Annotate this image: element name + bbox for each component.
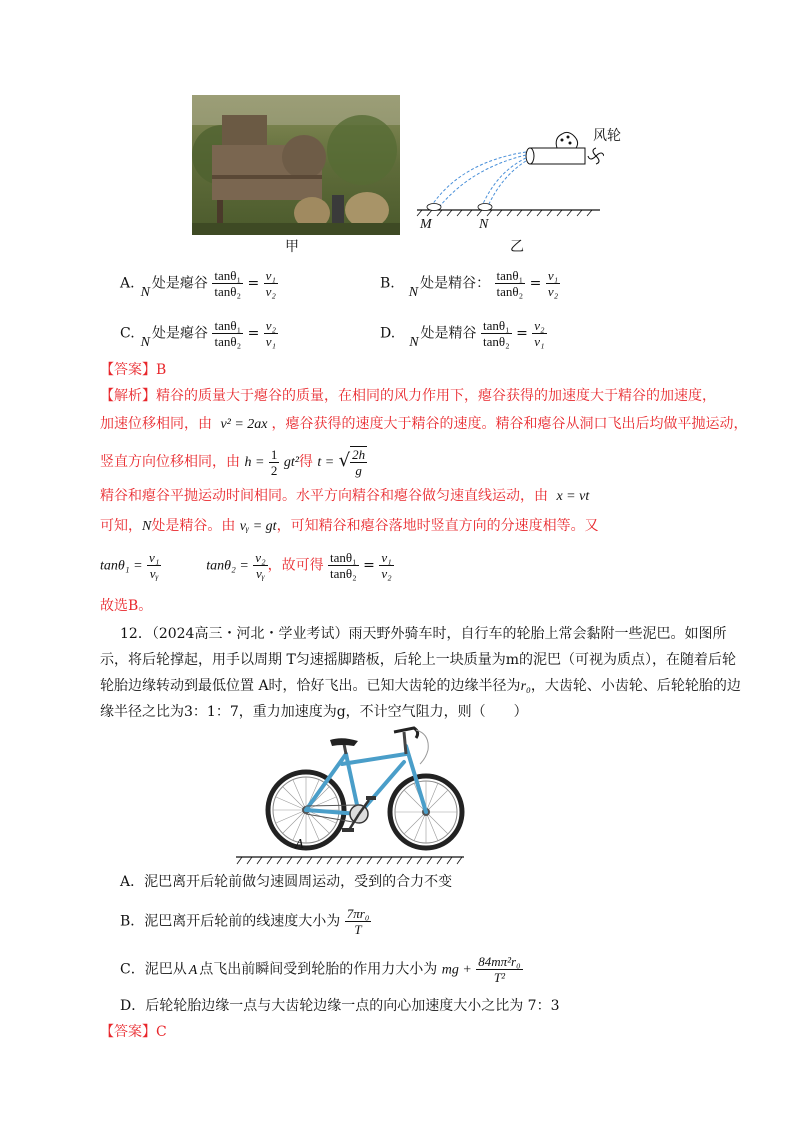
q11-analysis-line2: 加速位移相同，由 v² = 2ax ，瘪谷获得的速度大于精谷的速度。精谷和瘪谷从洞口飞出后均做平抛运动， [100,416,748,432]
figure-jia-caption: 甲 [285,239,299,255]
q11-option-d: D.N处是精谷 $\frac{\text{tanθ₁}}{\text{tanθ₂}}$ = $\frac{\text{v₂}}{\text{v₁}}$ [380,318,545,350]
q11-conclusion: 故选B。 [100,598,153,614]
q11-option-a: A.N处是瘪谷 $\frac{\text{tanθ₁}}{\text{tanθ₂}}$ = $\frac{\text{v₁}}{\text{v₂}}$ [120,268,276,300]
figure-yi-diagram [412,120,604,235]
q12-option-a: A．泥巴离开后轮前做匀速圆周运动，受到的合力不变 [120,874,453,890]
fan-label: 风轮 [593,128,621,144]
q12-stem-line1: 12．（2024高三・河北・学业考试）雨天野外骑车时，自行车的轮胎上常会黏附一些泥巴。如图所 [120,626,727,642]
figure-jia-photo [192,95,400,235]
q12-option-d: D．后轮轮胎边缘一点与大齿轮边缘一点的向心加速度大小之比为 7：3 [120,998,560,1014]
q11-analysis-line3: 竖直方向位移相同，由 h = $\frac{1}{2}$ gt²得 t = √ $\frac{2h}{g}$ [100,446,366,478]
q12-stem-line4: 缘半径之比为3：1：7，重力加速度为g，不计空气阻力，则（ ） [100,704,528,720]
bicycle-figure [234,722,466,868]
q12-stem-line3: 轮胎边缘转动到最低位置 A时，恰好飞出。已知大齿轮的边缘半径为r₀，大齿轮、小齿轮、后轮轮胎的边 [100,678,741,694]
q12-answer: 【答案】C [100,1024,167,1040]
q12-option-b: B．泥巴离开后轮前的线速度大小为 $\frac{\text{7πr₀}}{T}$ [120,906,370,937]
q11-answer: 【答案】B [100,362,167,378]
q12-option-c: C．泥巴从 A 点飞出前瞬间受到轮胎的作用力大小为 mg + $\frac{\text{84mπ²r₀}}{\text{T²}}$ [120,954,521,985]
point-n-label: N [479,217,489,232]
q11-analysis-line1: 【解析】精谷的质量大于瘪谷的质量，在相同的风力作用下，瘪谷获得的加速度大于精谷的加速度， [100,388,716,404]
point-m-label: M [420,217,432,232]
q11-option-c: C.N处是瘪谷 $\frac{\text{tanθ₁}}{\text{tanθ₂}}$ = $\frac{\text{v₂}}{\text{v₁}}$ [120,318,277,350]
q11-option-b: B.N处是精谷： $\frac{\text{tanθ₁}}{\text{tanθ₂}}$ = $\frac{\text{v₁}}{\text{v₂}}$ [380,268,559,300]
q11-analysis-line6: tanθ₁ = $\frac{\text{v₁}}{\text{vᵧ}}$ tanθ₂ = $\frac{\text{v₂}}{\text{vᵧ}}$ ，故可得 $\frac{\text{tanθ₁}}{\text{tanθ₂}}$ = $\frac{\text{v₁}}{\text{v₂}}$ [100,550,392,581]
bicycle-point-a: A [295,837,304,852]
q11-analysis-line4: 精谷和瘪谷平抛运动时间相同。水平方向精谷和瘪谷做匀速直线运动，由 x = vt [100,488,590,504]
figure-yi-caption: 乙 [510,239,524,255]
q11-analysis-line5: 可知，N处是精谷。由 vᵧ = gt，可知精谷和瘪谷落地时竖直方向的分速度相等。又 [100,518,599,534]
q12-stem-line2: 示，将后轮撑起，用手以周期 T匀速摇脚踏板，后轮上一块质量为m的泥巴（可视为质点），在随着后轮 [100,652,737,668]
